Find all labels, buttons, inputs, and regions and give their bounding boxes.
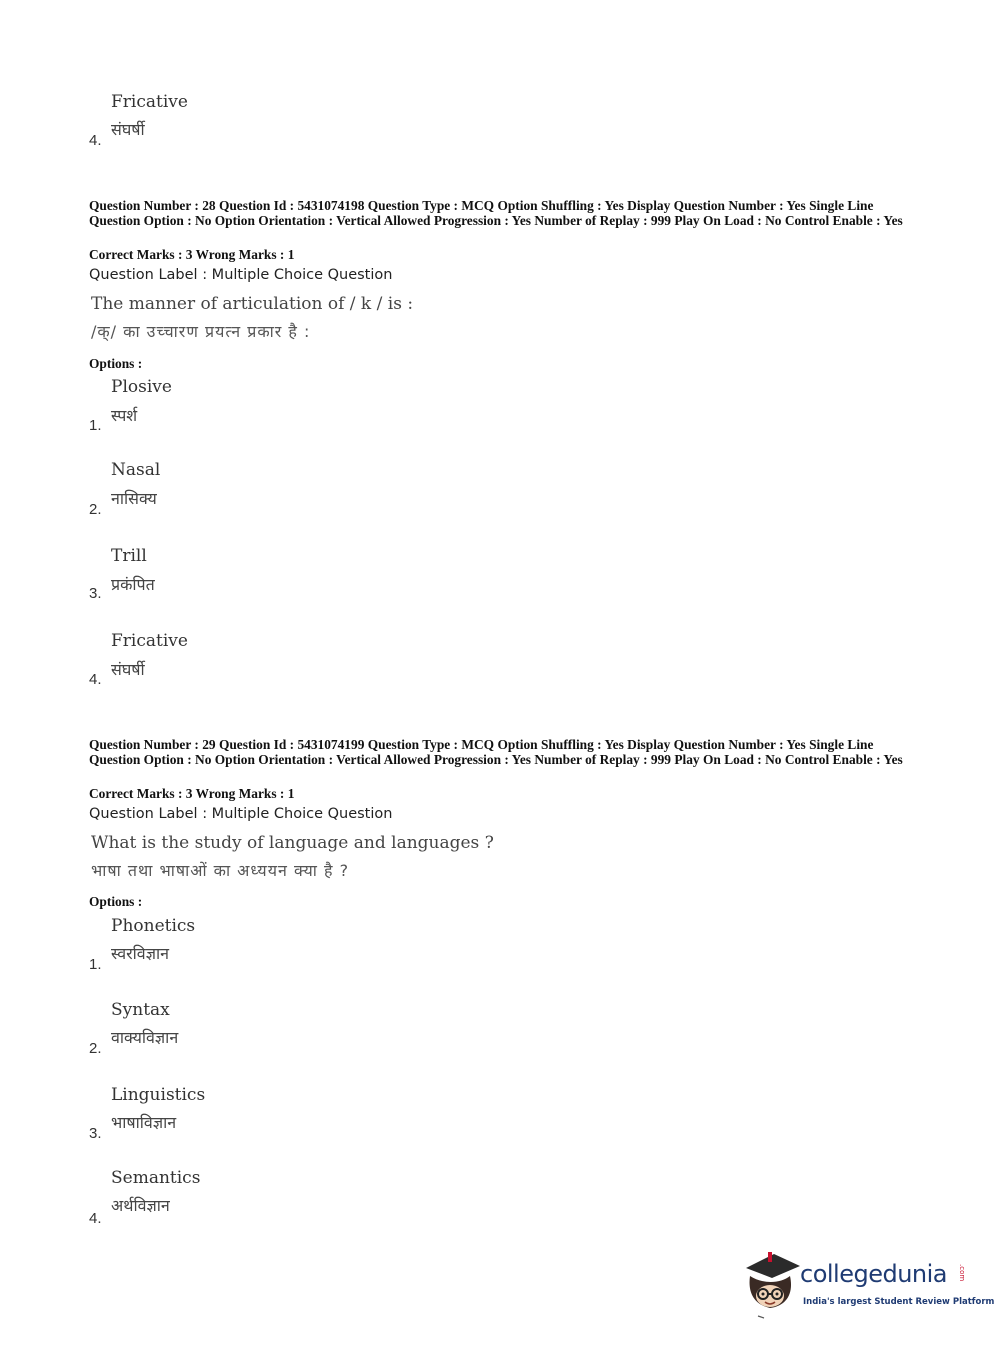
question-meta: Question Number : 28 Question Id : 5431074198 Question Type : MCQ Option Shuffling : Yes Display Question Number : Yes Single Line Question Option : No Option Orientation : Vertical Allowed Progression : Yes Number of Replay : 999 Play On Load : No Control Enable : Yes [89, 198, 903, 228]
option-hindi: संघर्षी [111, 120, 145, 139]
options-label: Options : [89, 356, 143, 371]
option-number: 2. [89, 1040, 102, 1057]
logo-com: .com [958, 1264, 966, 1282]
option-hindi: प्रकंपित [111, 575, 155, 594]
option-number: 4. [89, 671, 102, 688]
option-hindi: स्वरविज्ञान [111, 944, 169, 963]
option-hindi: नासिक्य [111, 489, 157, 508]
option-english: Fricative [111, 92, 188, 112]
option-hindi: संघर्षी [111, 660, 145, 679]
option-english: Nasal [111, 460, 161, 480]
question-text-english: The manner of articulation of / k / is : [91, 294, 414, 314]
option-number: 3. [89, 585, 102, 602]
option-english: Trill [111, 546, 147, 566]
option-number: 2. [89, 501, 102, 518]
option-number: 1. [89, 417, 102, 434]
option-english: Plosive [111, 377, 172, 397]
question-text-hindi: भाषा तथा भाषाओं का अध्ययन क्या है ? [91, 861, 350, 880]
option-number: 4. [89, 1210, 102, 1227]
option-number: 3. [89, 1125, 102, 1142]
option-hindi: अर्थविज्ञान [111, 1196, 170, 1215]
option-english: Linguistics [111, 1085, 206, 1105]
option-english: Phonetics [111, 916, 196, 936]
question-text-english: What is the study of language and languages ? [91, 833, 494, 853]
question-text-hindi: /क्/ का उच्चारण प्रयत्न प्रकार है : [91, 322, 311, 341]
option-english: Fricative [111, 631, 188, 651]
option-english: Semantics [111, 1168, 201, 1188]
question-marks: Correct Marks : 3 Wrong Marks : 1 [89, 786, 295, 801]
option-number: 4. [89, 132, 102, 149]
option-hindi: स्पर्श [111, 406, 138, 425]
collegedunia-logo [740, 1250, 995, 1320]
options-label: Options : [89, 894, 143, 909]
mascot-icon [740, 1250, 802, 1320]
option-hindi: वाक्यविज्ञान [111, 1028, 179, 1047]
logo-tagline: India's largest Student Review Platform [803, 1297, 995, 1307]
logo-wordmark: collegedunia [800, 1260, 948, 1288]
option-number: 1. [89, 956, 102, 973]
question-meta: Question Number : 29 Question Id : 5431074199 Question Type : MCQ Option Shuffling : Yes Display Question Number : Yes Single Line Question Option : No Option Orientation : Vertical Allowed Progression : Yes Number of Replay : 999 Play On Load : No Control Enable : Yes [89, 737, 903, 767]
option-hindi: भाषाविज्ञान [111, 1113, 177, 1132]
question-label: Question Label : Multiple Choice Question [89, 267, 393, 283]
question-label: Question Label : Multiple Choice Question [89, 806, 393, 822]
question-marks: Correct Marks : 3 Wrong Marks : 1 [89, 247, 295, 262]
option-english: Syntax [111, 1000, 170, 1020]
